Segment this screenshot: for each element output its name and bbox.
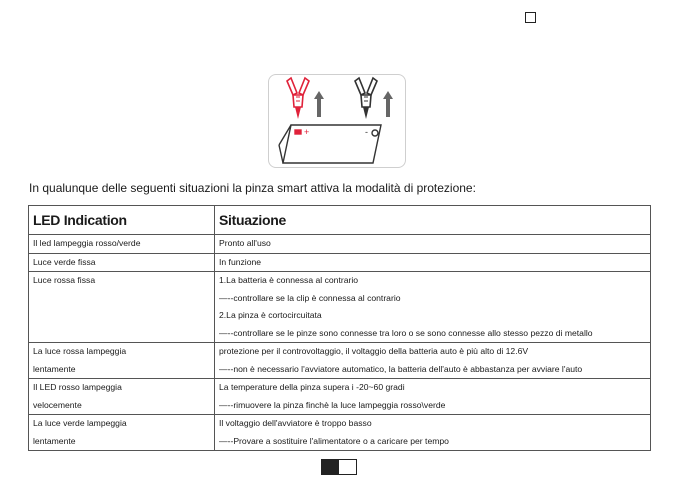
situation-line: —--Provare a sostituire l'alimentatore o a caricare per tempo xyxy=(219,435,449,446)
table-row xyxy=(29,253,651,272)
situation-line: La temperature della pinza supera i -20~60 gradi xyxy=(219,382,405,392)
led-line: velocemente xyxy=(33,399,82,410)
led-cell xyxy=(29,415,215,451)
table-row xyxy=(29,343,651,379)
led-line: lentamente xyxy=(33,435,76,446)
table-row xyxy=(29,379,651,415)
situation-line: —--rimuovere la pinza finchè la luce lampeggia rosso\verde xyxy=(219,399,446,410)
led-line: La luce verde lampeggia xyxy=(33,418,127,428)
situation-line: —--controllare se la clip è connessa al contrario xyxy=(219,292,401,303)
led-cell xyxy=(29,235,215,254)
situation-line: 2.La pinza è cortocircuitata xyxy=(219,310,322,320)
led-line: La luce rossa lampeggia xyxy=(33,346,127,356)
close-box-icon xyxy=(525,12,536,23)
header-led: LED Indication xyxy=(29,206,215,235)
led-cell xyxy=(29,343,215,379)
table-header-row xyxy=(29,206,651,235)
situation-cell xyxy=(215,272,651,343)
black-clamp-icon xyxy=(355,78,377,119)
situation-cell xyxy=(215,235,651,254)
led-line: Luce rossa fissa xyxy=(33,275,96,285)
situation-cell xyxy=(215,343,651,379)
situation-line: protezione per il controvoltaggio, il voltaggio della batteria auto è più alto di 12.6V xyxy=(219,346,529,356)
led-cell xyxy=(29,379,215,415)
led-line: Luce verde fissa xyxy=(33,256,96,267)
positive-sign: + xyxy=(304,127,310,137)
situation-cell xyxy=(215,253,651,272)
situation-line: In funzione xyxy=(219,256,262,267)
situation-line: —--non è necessario l'avviatore automatico, la batteria dell'auto è abbastanza per avviare l'auto xyxy=(219,363,583,374)
clamp-drawing xyxy=(269,75,405,167)
led-line: Il led lampeggia rosso/verde xyxy=(33,238,141,248)
header-situation: Situazione xyxy=(215,206,651,235)
situation-line: Il voltaggio dell'avviatore è troppo basso xyxy=(219,418,372,428)
led-indication-table xyxy=(28,205,651,451)
up-arrow-icon xyxy=(314,91,393,117)
table-row xyxy=(29,272,651,343)
table-row xyxy=(29,235,651,254)
led-cell xyxy=(29,253,215,272)
led-line: Il LED rosso lampeggia xyxy=(33,382,122,392)
red-clamp-icon xyxy=(287,78,309,119)
clamp-illustration xyxy=(268,74,406,168)
situation-line: Pronto all'uso xyxy=(219,238,271,248)
table-row xyxy=(29,415,651,451)
situation-line: —--controllare se le pinze sono connesse tra loro o se sono connesse allo stesso pezzo di metallo xyxy=(219,327,593,338)
intro-text: In qualunque delle seguenti situazioni la pinza smart attiva la modalità di protezione: xyxy=(29,181,476,195)
led-cell xyxy=(29,272,215,343)
situation-line: 1.La batteria è connessa al contrario xyxy=(219,275,359,285)
situation-cell xyxy=(215,379,651,415)
situation-cell xyxy=(215,415,651,451)
negative-sign: - xyxy=(365,127,368,137)
led-line: lentamente xyxy=(33,363,76,374)
page-indicator xyxy=(321,459,357,475)
